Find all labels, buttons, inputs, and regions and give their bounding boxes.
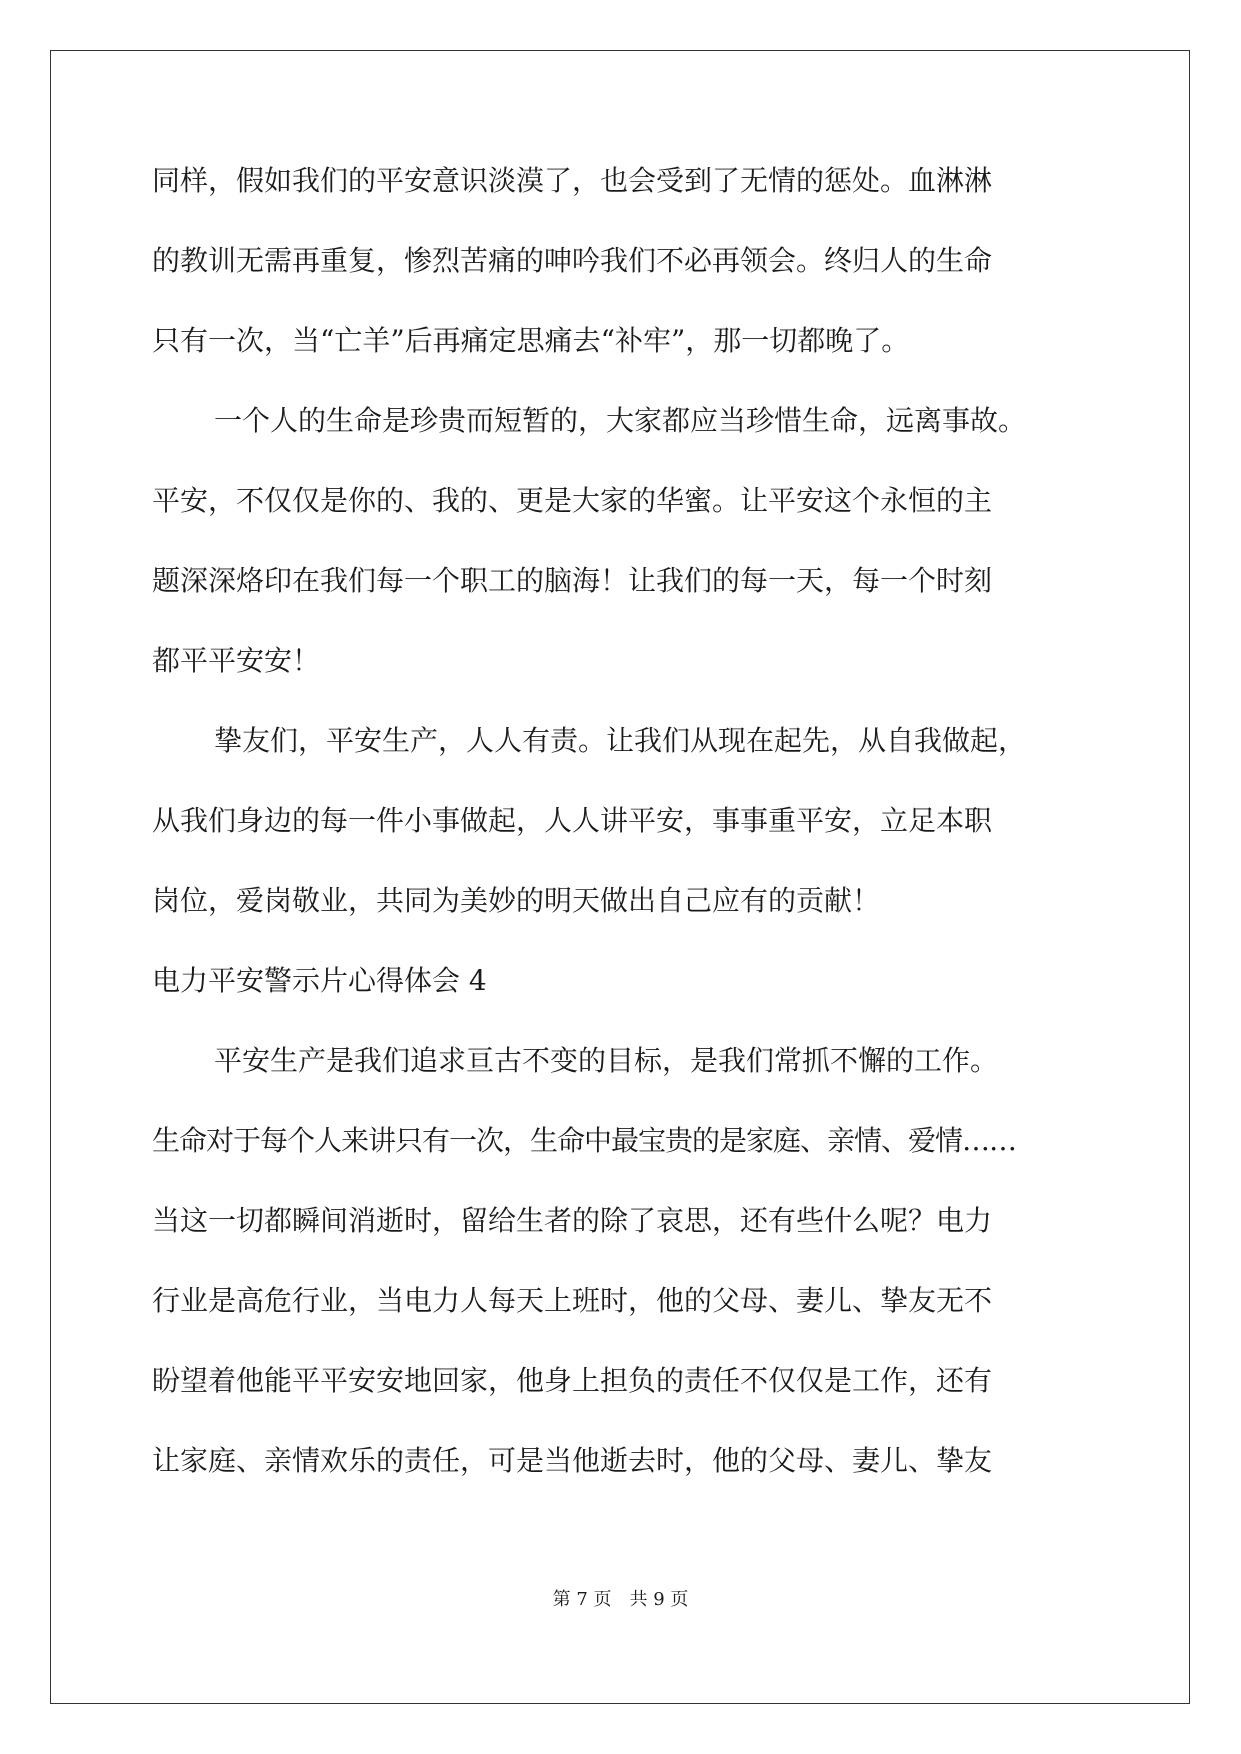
- text-line: 题深深烙印在我们每一个职工的脑海！让我们的每一天，每一个时刻: [152, 564, 993, 597]
- text-line: 都平平安安！: [152, 644, 321, 677]
- text-line: 一个人的生命是珍贵而短暂的，大家都应当珍惜生命，远离事故。: [214, 404, 1027, 437]
- section-heading: 电力平安警示片心得体会 4: [152, 964, 487, 997]
- text-line: 行业是高危行业，当电力人每天上班时，他的父母、妻儿、挚友无不: [152, 1284, 993, 1317]
- text-line: 从我们身边的每一件小事做起，人人讲平安，事事重平安，立足本职: [152, 804, 993, 837]
- text-line: 挚友们，平安生产，人人有责。让我们从现在起先，从自我做起，: [214, 724, 1027, 757]
- text-line: 让家庭、亲情欢乐的责任，可是当他逝去时，他的父母、妻儿、挚友: [152, 1444, 993, 1477]
- text-line: 岗位，爱岗敬业，共同为美妙的明天做出自己应有的贡献！: [152, 884, 881, 917]
- text-line: 盼望着他能平平安安地回家，他身上担负的责任不仅仅是工作，还有: [152, 1364, 993, 1397]
- text-line: 平安生产是我们追求亘古不变的目标，是我们常抓不懈的工作。: [214, 1044, 999, 1077]
- document-body: [152, 160, 1092, 1520]
- text-line: 当这一切都瞬间消逝时，留给生者的除了哀思，还有些什么呢？电力: [152, 1204, 993, 1237]
- text-line: 同样，假如我们的平安意识淡漠了，也会受到了无情的惩处。血淋淋: [152, 164, 993, 197]
- text-line: 平安，不仅仅是你的、我的、更是大家的华蜜。让平安这个永恒的主: [152, 484, 993, 517]
- text-line: 生命对于每个人来讲只有一次，生命中最宝贵的是家庭、亲情、爱情……: [152, 1124, 1017, 1157]
- text-line: 的教训无需再重复，惨烈苦痛的呻吟我们不必再领会。终归人的生命: [152, 244, 993, 277]
- page-number-footer: 第 7 页 共 9 页: [552, 1589, 689, 1610]
- text-line: 只有一次，当“亡羊”后再痛定思痛去“补牢”，那一切都晚了。: [152, 324, 910, 357]
